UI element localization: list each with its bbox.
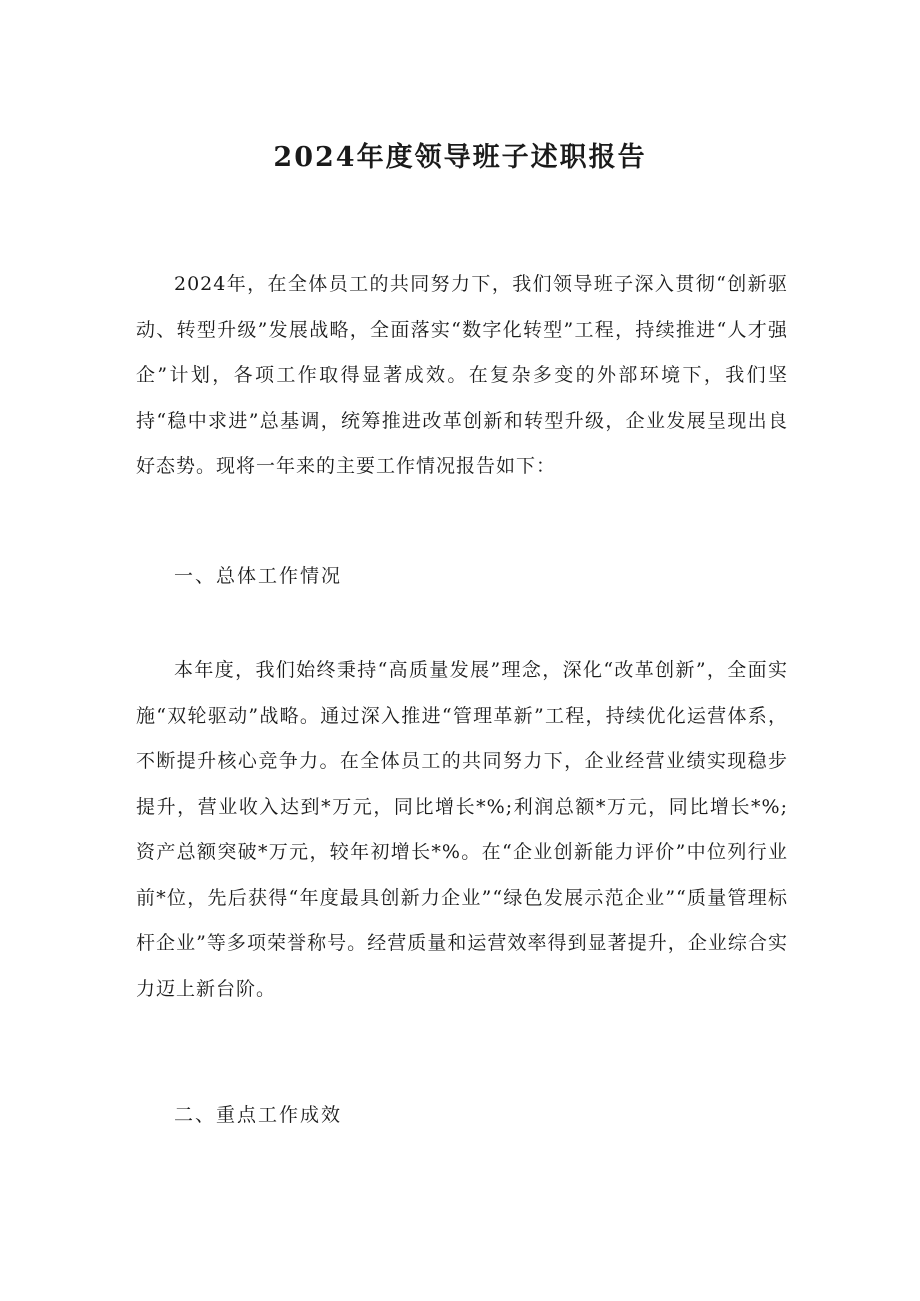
intro-paragraph: 2024年，在全体员工的共同努力下，我们领导班子深入贯彻“创新驱动、转型升级”发展战略，全面落实“数字化转型”工程，持续推进“人才强企”计划，各项工作取得显著成效。在复杂多变的外部环境下，我们坚持“稳中求进”总基调，统筹推进改革创新和转型升级，企业发展呈现出良好态势。现将一年来的主要工作情况报告如下：: [136, 273, 788, 477]
document-title: 2024年度领导班子述职报告: [273, 142, 647, 173]
section-heading-overall-work: 一、总体工作情况: [174, 565, 343, 587]
section-heading-key-results: 二、重点工作成效: [174, 1104, 343, 1126]
section-paragraph-overall-work: 本年度，我们始终秉持“高质量发展”理念，深化“改革创新”，全面实施“双轮驱动”战略。通过深入推进“管理革新”工程，持续优化运营体系，不断提升核心竞争力。在全体员工的共同努力下，企业经营业绩实现稳步提升，营业收入达到*万元，同比增长*%;利润总额*万元，同比增长*%;资产总额突破*万元，较年初增长*%。在“企业创新能力评价”中位列行业前*位，先后获得“年度最具创新力企业”“绿色发展示范企业”“质量管理标杆企业”等多项荣誉称号。经营质量和运营效率得到显著提升，企业综合实力迈上新台阶。: [136, 659, 788, 1000]
